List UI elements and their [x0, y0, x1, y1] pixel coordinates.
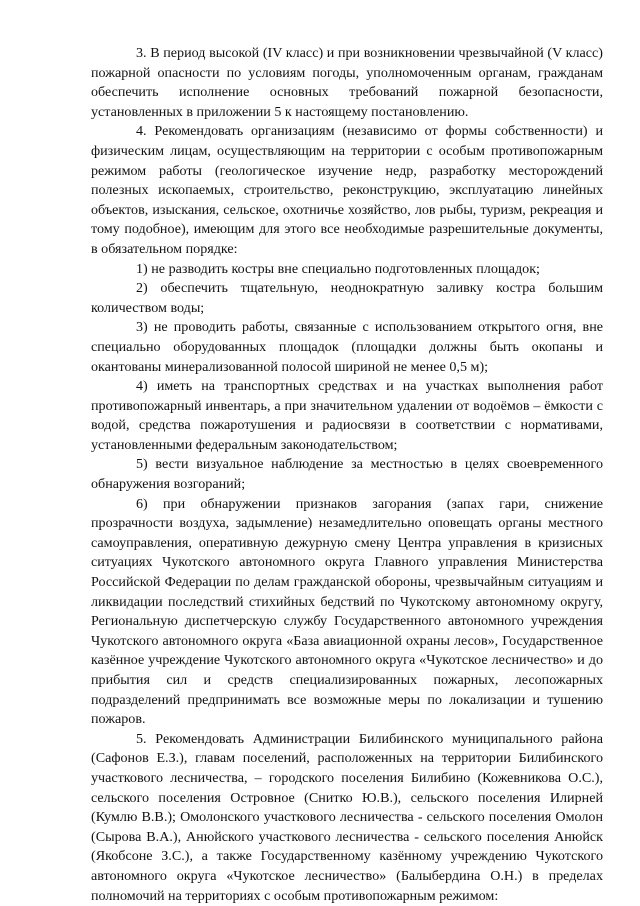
subitem-1: 1) не разводить костры вне специально подготовленных площадок;	[136, 260, 540, 277]
subitem-4: 4) иметь на транспортных средствах и на участках выполнения работ противопожарный инвентарь, а при значительном удалении от водоёмов – ёмкости с водой, средства пожаротушения и радиосвязи в соответствии с нормативами, установленными федеральным законодательством;	[91, 378, 603, 453]
document-body	[91, 44, 603, 906]
subitem-2: 2) обеспечить тщательную, неоднократную заливку костра большим количеством воды;	[91, 280, 603, 316]
paragraph-item-5: 5. Рекомендовать Администрации Билибинского муниципального района (Сафонов Е.З.), главам поселений, расположенных на территории Билибинского участкового лесничества, – городского поселения Билибино (Кожевникова О.С.), сельского поселения Островное (Снитко Ю.В.), сельского поселения Илирней (Кумлю В.В.); Омолонского участкового лесничества - сельского поселения Омолон (Сырова В.А.), Анюйского участкового лесничества - сельского поселения Анюйск (Якобсоне З.С.), а также Государственному казённому учреждению Чукотского автономного округа «Чукотское лесничество» (Балыбердина О.Н.) в пределах полномочий на территориях с особым противопожарным режимом:	[91, 730, 603, 904]
subitem-5: 5) вести визуальное наблюдение за местностью в целях своевременного обнаружения возгораний;	[91, 456, 603, 493]
paragraph-item-4: 4. Рекомендовать организациям (независимо от формы собственности) и физическим лицам, осуществляющим на территории с особым противопожарным режимом работы (геологическое изучение недр, разработку месторождений полезных ископаемых, строительство, реконструкцию, эксплуатацию линейных объектов, изыскания, сельское, охотничье хозяйство, лов рыбы, туризм, рекреация и тому подобное), имеющим для этого все необходимые разрешительные документы, в обязательном порядке:	[91, 123, 603, 257]
subitem-6: 6) при обнаружении признаков загорания (запах гари, снижение прозрачности воздуха, задымление) незамедлительно оповещать органы местного самоуправления, оперативную дежурную смену Центра управления в кризисных ситуациях Чукотского автономного округа Главного управления Министерства Российской Федерации по делам гражданской обороны, чрезвычайным ситуациям и ликвидации последствий стихийных бедствий по Чукотскому автономному округу, Региональную диспетчерскую службу Государственного автономного учреждения Чукотского автономного округа «База авиационной охраны лесов», Государственное казённое учреждение Чукотского автономного округа «Чукотское лесничество» и до прибытия сил и средств специализированных пожарных, лесопожарных подразделений предпринимать все возможные меры по локализации и тушению пожаров.	[91, 495, 603, 728]
subitem-3: 3) не проводить работы, связанные с использованием открытого огня, вне специально оборудованных площадок (площадки должны быть окопаны и окантованы минерализованной полосой шириной не менее 0,5 м);	[91, 319, 603, 375]
paragraph-item-3: 3. В период высокой (IV класс) и при возникновении чрезвычайной (V класс) пожарной опасности по условиям погоды, уполномоченным органам, гражданам обеспечить исполнение основных требований пожарной безопасности, установленных в приложении 5 к настоящему постановлению.	[91, 45, 603, 120]
